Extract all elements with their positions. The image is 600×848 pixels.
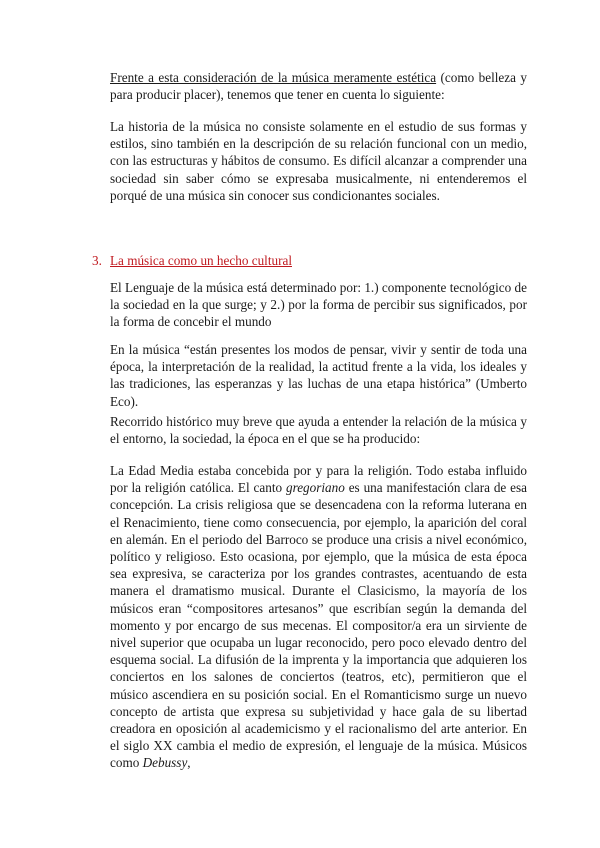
paragraph-edad-media: [110, 462, 527, 772]
intro-underlined-text: Frente a esta consideración de la música meramente estética: [110, 70, 437, 85]
intro-rest-text: (como belleza y para producir placer), tenemos que tener en cuenta lo siguiente:: [110, 70, 527, 103]
section-3-title: La música como un hecho cultural: [110, 253, 292, 268]
section-3-heading: [92, 252, 522, 269]
paragraph-recorrido: Recorrido histórico muy breve que ayuda a entender la relación de la música y el entorno, la sociedad, la época en el que se ha producido:: [110, 414, 527, 447]
edad-media-part-1: La Edad Media estaba concebida por y para la religión. Todo estaba influido por la religión católica. El canto: [110, 463, 527, 496]
edad-media-italic-debussy: Debussy: [142, 755, 188, 771]
edad-media-part-3: ,: [187, 755, 191, 771]
section-3-number: 3.: [92, 253, 102, 268]
edad-media-italic-gregoriano: gregoriano: [285, 480, 345, 496]
paragraph-historia: La historia de la música no consiste solamente en el estudio de sus formas y estilos, sino también en la descripción de su relación funcional con un medio, con las estructuras y hábitos de consumo. Es difícil alcanzar a comprender una sociedad sin saber cómo se expresaba musicalmente, ni entenderemos el porqué de una música sin conocer sus condicionantes sociales.: [110, 119, 527, 203]
edad-media-part-2: es una manifestación clara de esa concepción. La crisis religiosa que se desencadena con la reforma luterana en el Renacimiento, tiene como consecuencia, por ejemplo, la aparición del coral en alemán. En el periodo del Barroco se produce una crisis a nivel económico, político y religioso. Esto ocasiona, por ejemplo, que la música de esta época sea expresiva, se caracteriza por los grandes contrastes, acentuando de esta manera el dramatismo musical. Durante el Clasicismo, la mayoría de los músicos eran “compositores artesanos” que escribían según la demanda del momento y por encargo de sus mecenas. El compositor/a era un sirviente de nivel superior que ocupaba un lugar reconocido, pero poco elevado dentro del esquema social. La difusión de la imprenta y la importancia que adquieren los conciertos en los salones de conciertos (teatros, etc), permitieron que el músico ascendiera en su posición social. En el Romanticismo surge un nuevo concepto de artista que expresa su subjetividad y hace gala de su libertad creadora en oposición al academicismo y el racionalismo del arte anterior. En el siglo XX cambia el medio de expresión, el lenguaje de la música. Músicos como: [110, 480, 527, 771]
paragraph-umberto-eco: En la música “están presentes los modos de pensar, vivir y sentir de toda una época, la interpretación de la realidad, la actitud frente a la vida, los ideales y las tradiciones, las esperanzas y las luchas de una etapa histórica” (Umberto Eco).: [110, 342, 527, 409]
paragraph-lenguaje: El Lenguaje de la música está determinado por: 1.) componente tecnológico de la sociedad en la que surge; y 2.) por la forma de percibir sus significados, por la forma de concebir el mundo: [110, 280, 527, 330]
intro-paragraph: [110, 69, 527, 103]
